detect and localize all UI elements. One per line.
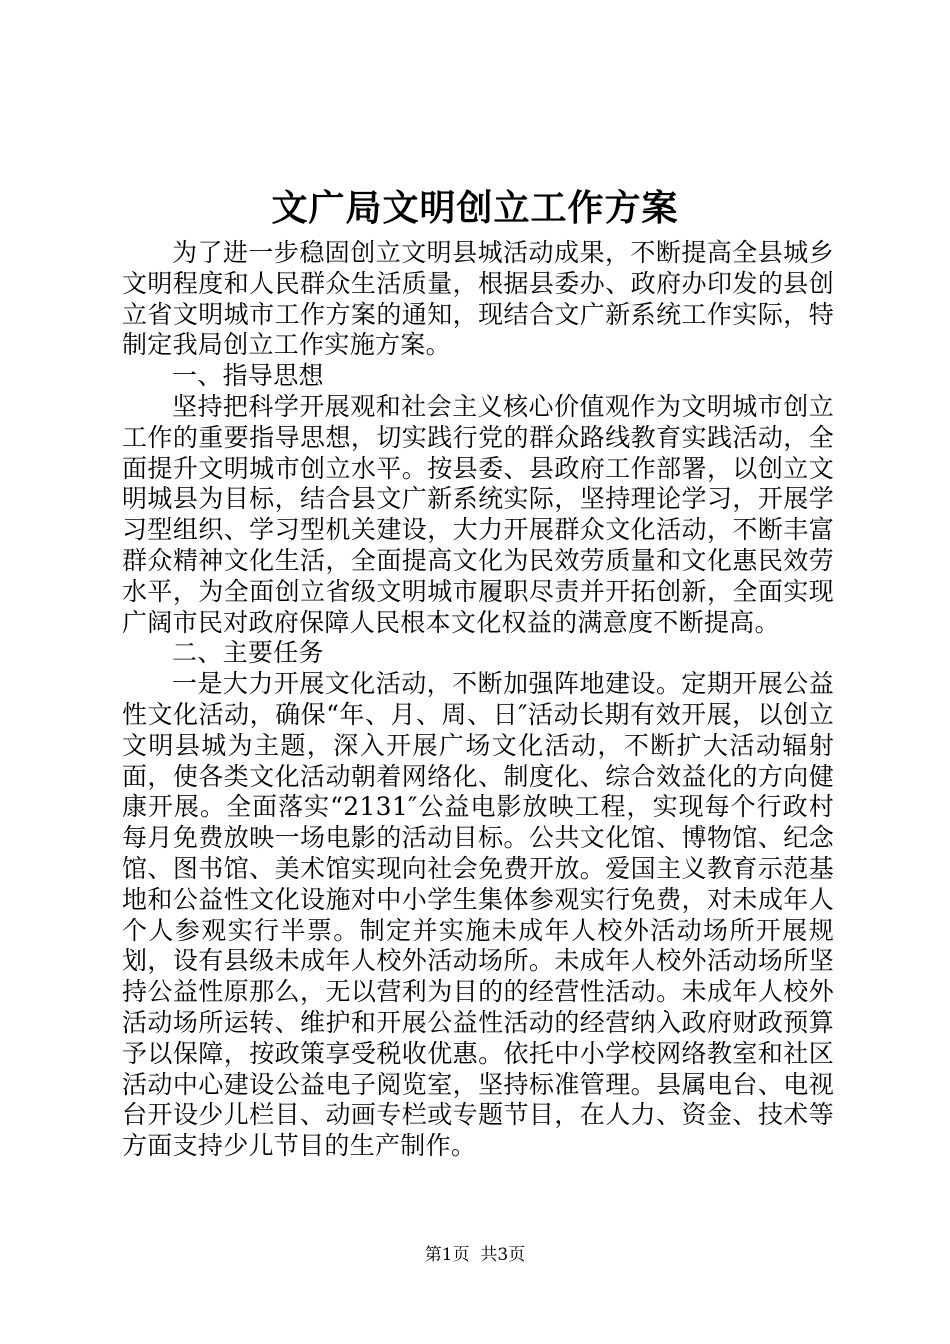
main-tasks-paragraph: 一是大力开展文化活动，不断加强阵地建设。定期开展公益性文化活动，确保“年、月、周、日″活动长期有效开展，以创立文明县城为主题，深入开展广场文化活动，不断扩大活动辐射面，使各类文化活动朝着网络化、制度化、综合效益化的方向健康开展。全面落实“2131″公益电影放映工程，实现每个行政村每月免费放映一场电影的活动目标。公共文化馆、博物馆、纪念馆、图书馆、美术馆实现向社会免费开放。爱国主义教育示范基地和公益性文化设施对中小学生集体参观实行免费，对未成年人个人参观实行半票。制定并实施未成年人校外活动场所开展规划，设有县级未成年人校外活动场所。未成年人校外活动场所坚持公益性原那么，无以营利为目的的经营性活动。未成年人校外活动场所运转、维护和开展公益性活动的经营纳入政府财政预算予以保障，按政策享受税收优惠。依托中小学校网络教室和社区活动中心建设公益电子阅览室，坚持标准管理。县属电台、电视台开设少儿栏目、动画专栏或专题节目，在人力、资金、技术等方面支持少儿节目的生产制作。: [122, 669, 834, 1161]
page-number-footer: 第1页 共3页: [424, 1245, 526, 1265]
guiding-ideology-paragraph: 坚持把科学开展观和社会主义核心价值观作为文明城市创立工作的重要指导思想，切实践行党的群众路线教育实践活动，全面提升文明城市创立水平。按县委、县政府工作部署，以创立文明城县为目标，结合县文广新系统实际，坚持理论学习，开展学习型组织、学习型机关建设，大力开展群众文化活动，不断丰富群众精神文化生活，全面提高文化为民效劳质量和文化惠民效劳水平，为全面创立省级文明城市履职尽责并开拓创新，全面实现广阔市民对政府保障人民根本文化权益的满意度不断提高。: [122, 391, 834, 637]
section-heading-main-tasks: 二、主要任务: [172, 638, 324, 668]
intro-paragraph: 为了进一步稳固创立文明县城活动成果，不断提高全县城乡文明程度和人民群众生活质量，根据县委办、政府办印发的县创立省文明城市工作方案的通知，现结合文广新系统工作实际，特制定我局创立工作实施方案。: [122, 238, 834, 360]
section-heading-guiding-ideology: 一、指导思想: [172, 361, 324, 391]
document-body: [122, 238, 834, 1162]
document-title: 文广局文明创立工作方案: [271, 187, 679, 229]
